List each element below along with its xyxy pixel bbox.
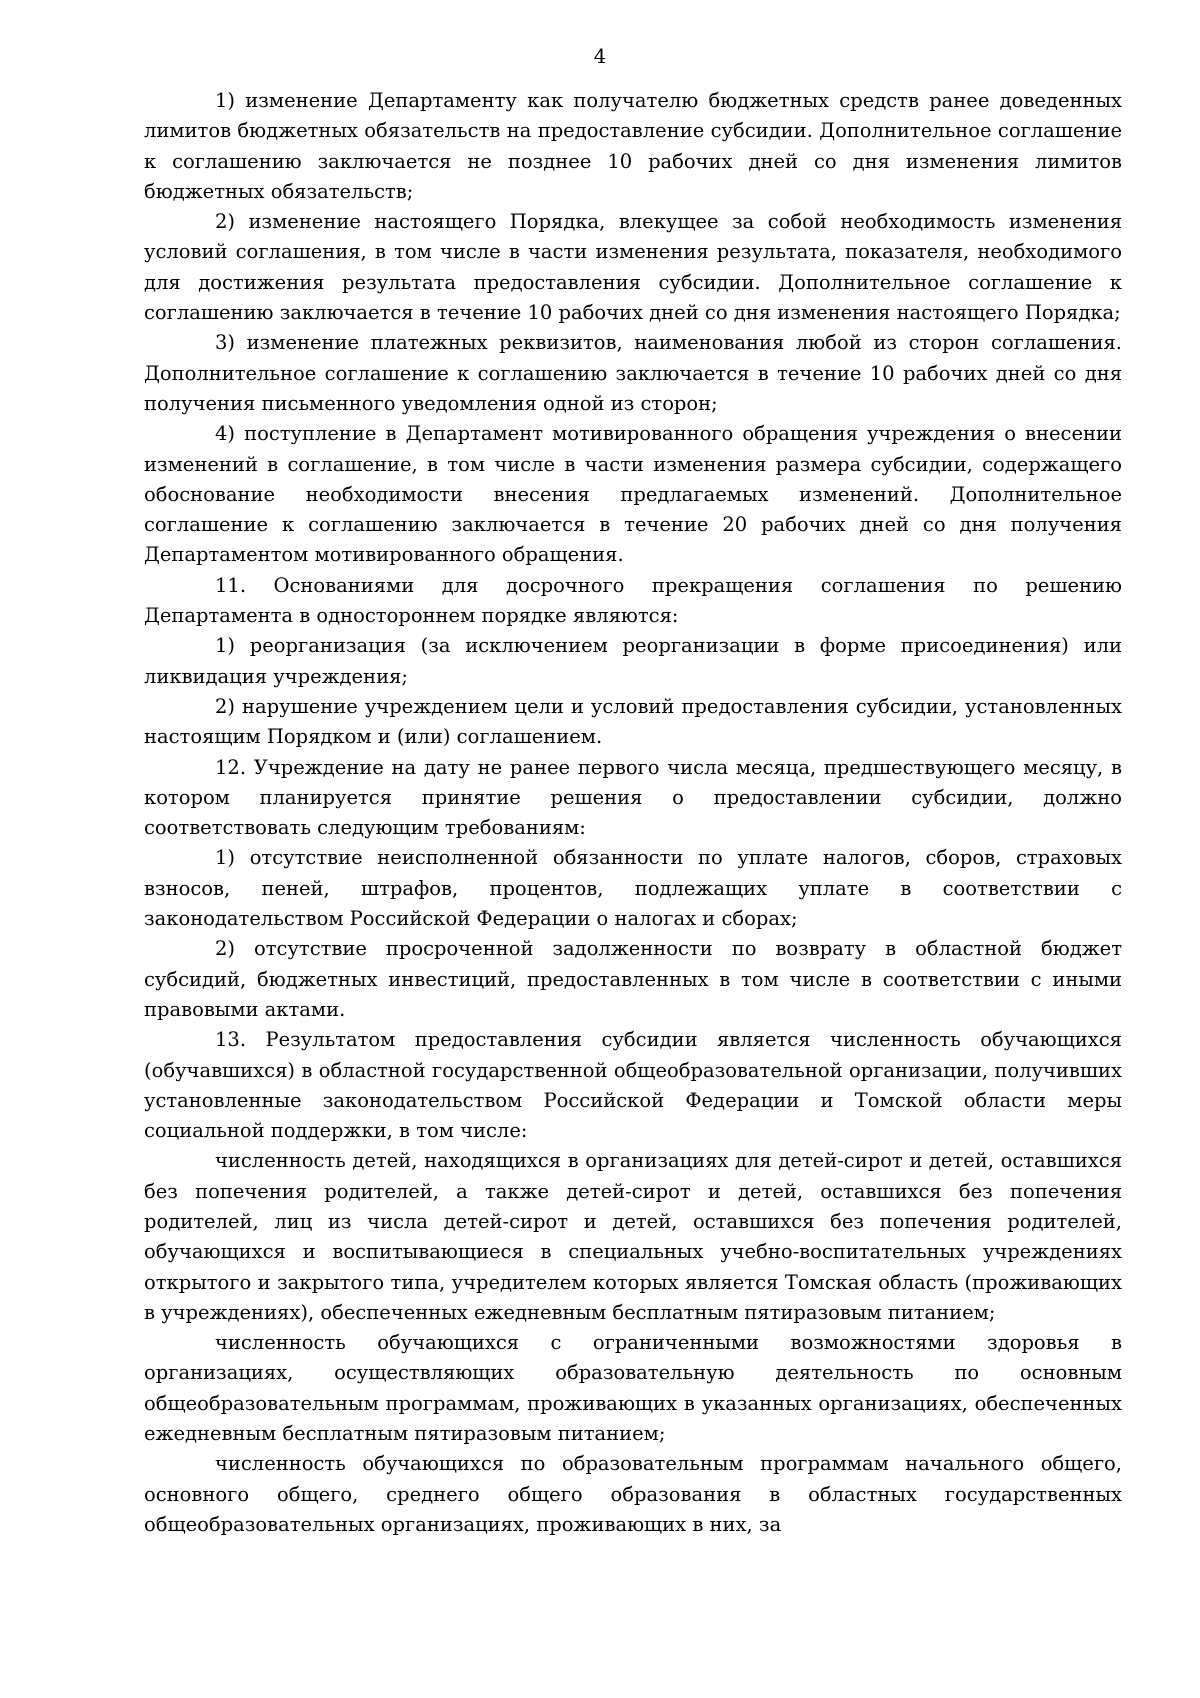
paragraph-violation: 2) нарушение учреждением цели и условий предоставления субсидии, установленных настоящим Порядком и (или) соглашением. xyxy=(144,694,1122,749)
paragraph-section-13: 13. Результатом предоставления субсидии является численность обучающихся (обучавшихся) в областной государственной общеобразовательной организации, получивших установленные законодательством Российской Федерации и Томской области меры социальной поддержки, в том числе: xyxy=(144,1028,1122,1143)
paragraph-limits-change: 1) изменение Департаменту как получателю бюджетных средств ранее доведенных лимитов бюджетных обязательств на предоставление субсидии. Дополнительное соглашение к соглашению заключается не позднее 10 рабочих дней со дня изменения лимитов бюджетных обязательств; xyxy=(144,89,1122,203)
page-number: 4 xyxy=(593,45,607,68)
paragraph-motivated-request: 4) поступление в Департамент мотивированного обращения учреждения о внесении изменений в соглашение, в том числе в части изменения размера субсидии, содержащего обоснование необходимости внесения предлагаемых изменений. Дополнительное соглашение к соглашению заключается в течение 20 рабочих дней со дня получения Департаментом мотивированного обращения. xyxy=(144,422,1122,567)
paragraph-section-11: 11. Основаниями для досрочного прекращения соглашения по решению Департамента в одностороннем порядке являются: xyxy=(144,573,1122,628)
paragraph-procedure-change: 2) изменение настоящего Порядка, влекущее за собой необходимость изменения условий соглашения, в том числе в части изменения результата, показателя, необходимого для достижения результата предоставления субсидии. Дополнительное соглашение к соглашению заключается в течение 10 рабочих дней со дня изменения настоящего Порядка; xyxy=(144,210,1122,325)
paragraph-section-12: 12. Учреждение на дату не ранее первого числа месяца, предшествующего месяцу, в котором планируется принятие решения о предоставлении субсидии, должно соответствовать следующим требованиям: xyxy=(144,755,1122,840)
paragraph-disabilities-count: численность обучающихся с ограниченными возможностями здоровья в организациях, осуществляющих образовательную деятельность по основным общеобразовательным программам, проживающих в указанных организациях, обеспеченных ежедневным бесплатным пятиразовым питанием; xyxy=(144,1331,1122,1446)
paragraph-orphans-count: численность детей, находящихся в организациях для детей-сирот и детей, оставшихся без попечения родителей, а также детей-сирот и детей, оставшихся без попечения родителей, лиц из числа детей-сирот и детей, оставшихся без попечения родителей, обучающихся и воспитывающиеся в специальных учебно-воспитательных учреждениях открытого и закрытого типа, учредителем которых является Томская область (проживающих в учреждениях), обеспеченных ежедневным бесплатным пятиразовым питанием; xyxy=(144,1149,1122,1324)
paragraph-no-tax-debt: 1) отсутствие неисполненной обязанности по уплате налогов, сборов, страховых взносов, пеней, штрафов, процентов, подлежащих уплате в соответствии с законодательством Российской Федерации о налогах и сборах; xyxy=(144,846,1122,931)
document-body xyxy=(144,86,1122,1540)
paragraph-no-overdue-debt: 2) отсутствие просроченной задолженности по возврату в областной бюджет субсидий, бюджетных инвестиций, предоставленных в том числе в соответствии с иными правовыми актами. xyxy=(144,937,1122,1021)
paragraph-reorganization: 1) реорганизация (за исключением реорганизации в форме присоединения) или ликвидация учреждения; xyxy=(144,634,1122,688)
paragraph-students-count: численность обучающихся по образовательным программам начального общего, основного общего, среднего общего образования в областных государственных общеобразовательных организациях, проживающих в них, за xyxy=(144,1452,1122,1536)
paragraph-requisites-change: 3) изменение платежных реквизитов, наименования любой из сторон соглашения. Дополнительное соглашение к соглашению заключается в течение 10 рабочих дней со дня получения письменного уведомления одной из сторон; xyxy=(144,331,1122,415)
